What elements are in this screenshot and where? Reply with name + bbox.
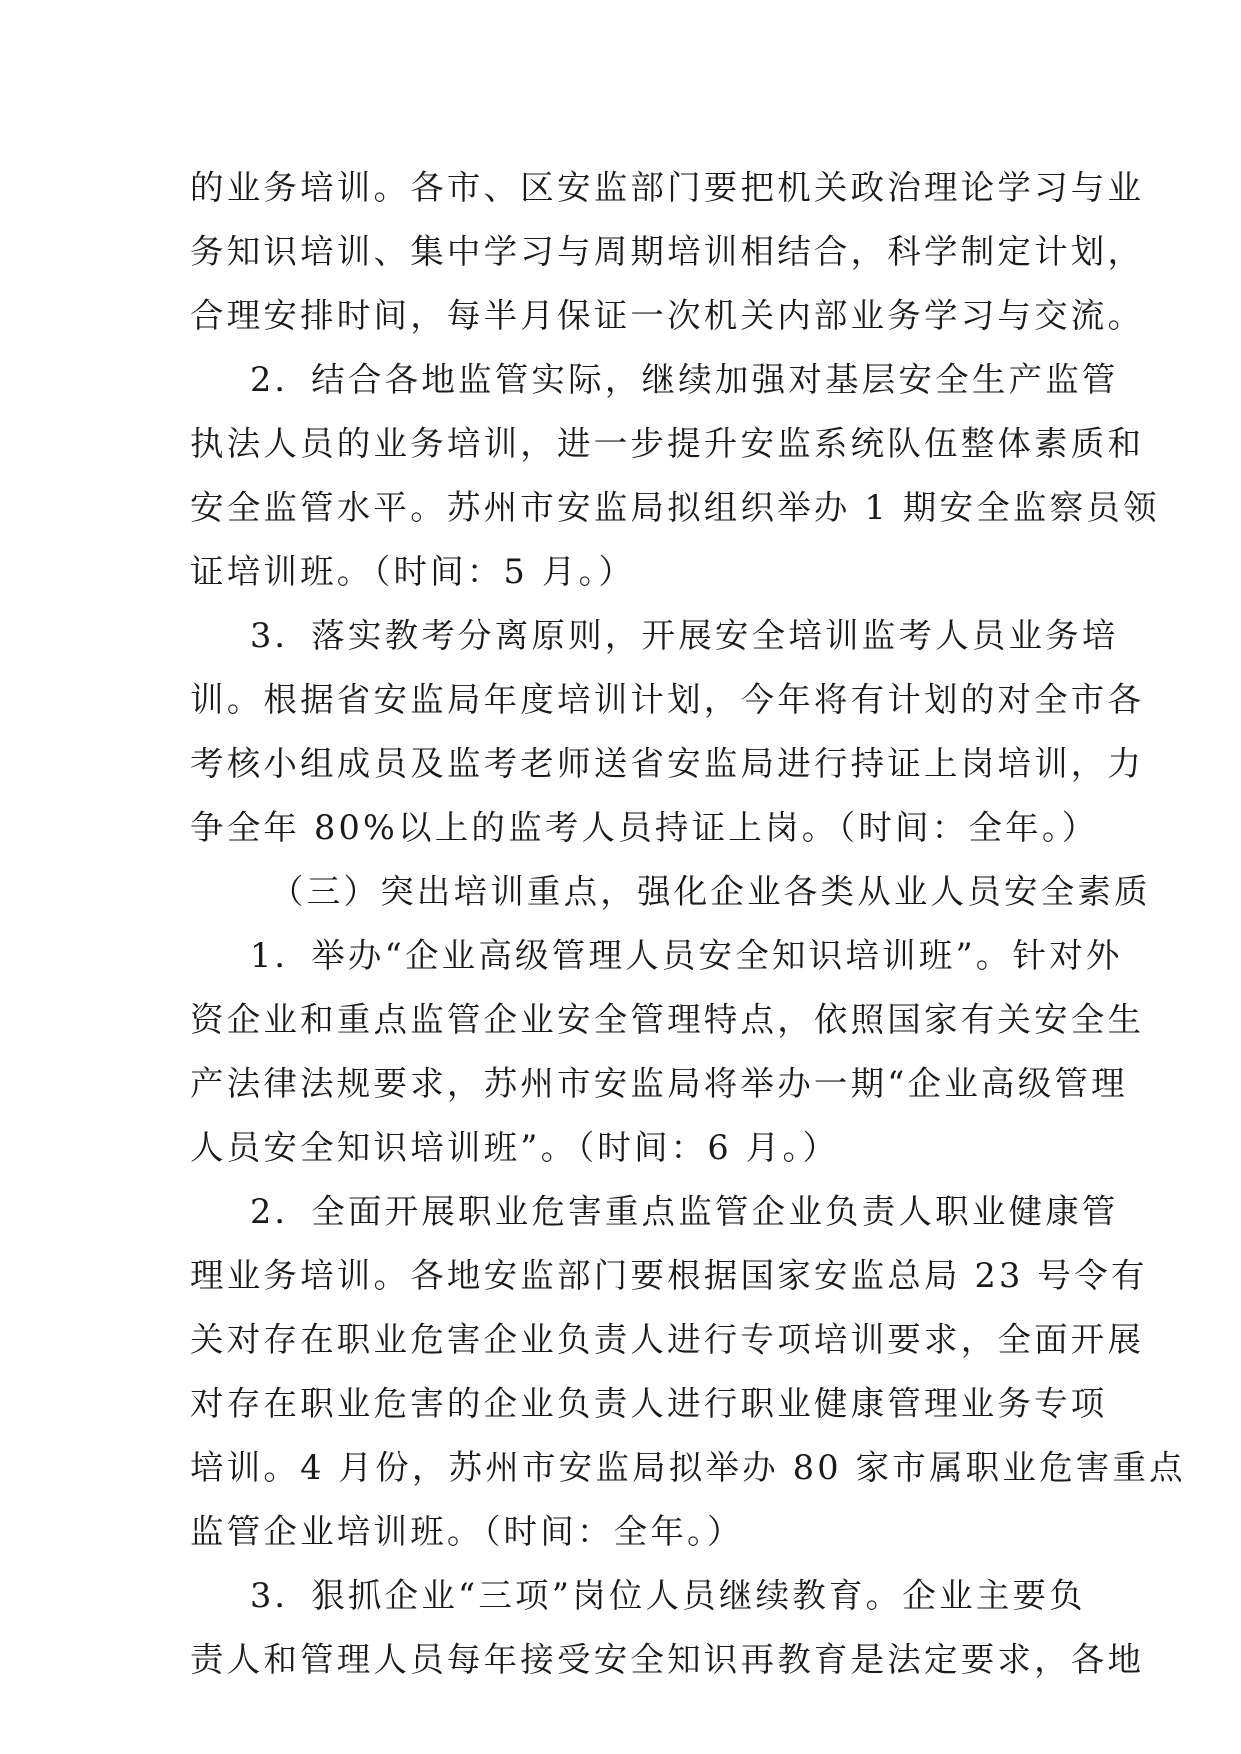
text-line: 务知识培训、集中学习与周期培训相结合，科学制定计划，	[190, 232, 1145, 271]
text-line: 产法律法规要求，苏州市安监局将举办一期“企业高级管理	[190, 1064, 1128, 1103]
paragraph-first-line: 3．狠抓企业“三项”岗位人员继续教育。企业主要负	[250, 1576, 1086, 1615]
text-line: 执法人员的业务培训，进一步提升安监系统队伍整体素质和	[190, 424, 1145, 463]
paragraph-first-line: 1．举办“企业高级管理人员安全知识培训班”。针对外	[250, 936, 1123, 975]
text-line: 安全监管水平。苏州市安监局拟组织举办 1 期安全监察员领	[190, 488, 1160, 527]
text-line: 合理安排时间，每半月保证一次机关内部业务学习与交流。	[190, 296, 1145, 335]
text-line: 关对存在职业危害企业负责人进行专项培训要求，全面开展	[190, 1320, 1145, 1359]
text-line: 争全年 80%以上的监考人员持证上岗。（时间：全年。）	[190, 808, 1099, 847]
text-line: 资企业和重点监管企业安全管理特点，依照国家有关安全生	[190, 1000, 1145, 1039]
text-line: 人员安全知识培训班”。（时间：6 月。）	[190, 1128, 840, 1167]
text-line: 证培训班。（时间：5 月。）	[190, 552, 636, 591]
text-line: 对存在职业危害的企业负责人进行职业健康管理业务专项	[190, 1384, 1108, 1423]
text-line: 监管企业培训班。（时间：全年。）	[190, 1512, 744, 1551]
paragraph-first-line: 3．落实教考分离原则，开展安全培训监考人员业务培	[250, 616, 1119, 655]
paragraph-first-line: 2．结合各地监管实际，继续加强对基层安全生产监管	[250, 360, 1119, 399]
paragraph-first-line: 2．全面开展职业危害重点监管企业负责人职业健康管	[250, 1192, 1119, 1231]
text-line: 理业务培训。各地安监部门要根据国家安监总局 23 号令有	[190, 1256, 1148, 1295]
text-line: 培训。4 月份，苏州市安监局拟举办 80 家市属职业危害重点	[190, 1448, 1186, 1487]
text-line: 考核小组成员及监考老师送省安监局进行持证上岗培训，力	[190, 744, 1145, 783]
section-heading: （三）突出培训重点，强化企业各类从业人员安全素质	[270, 872, 1151, 911]
text-line: 训。根据省安监局年度培训计划，今年将有计划的对全市各	[190, 680, 1145, 719]
text-line: 责人和管理人员每年接受安全知识再教育是法定要求，各地	[190, 1640, 1145, 1679]
text-line: 的业务培训。各市、区安监部门要把机关政治理论学习与业	[190, 168, 1145, 207]
